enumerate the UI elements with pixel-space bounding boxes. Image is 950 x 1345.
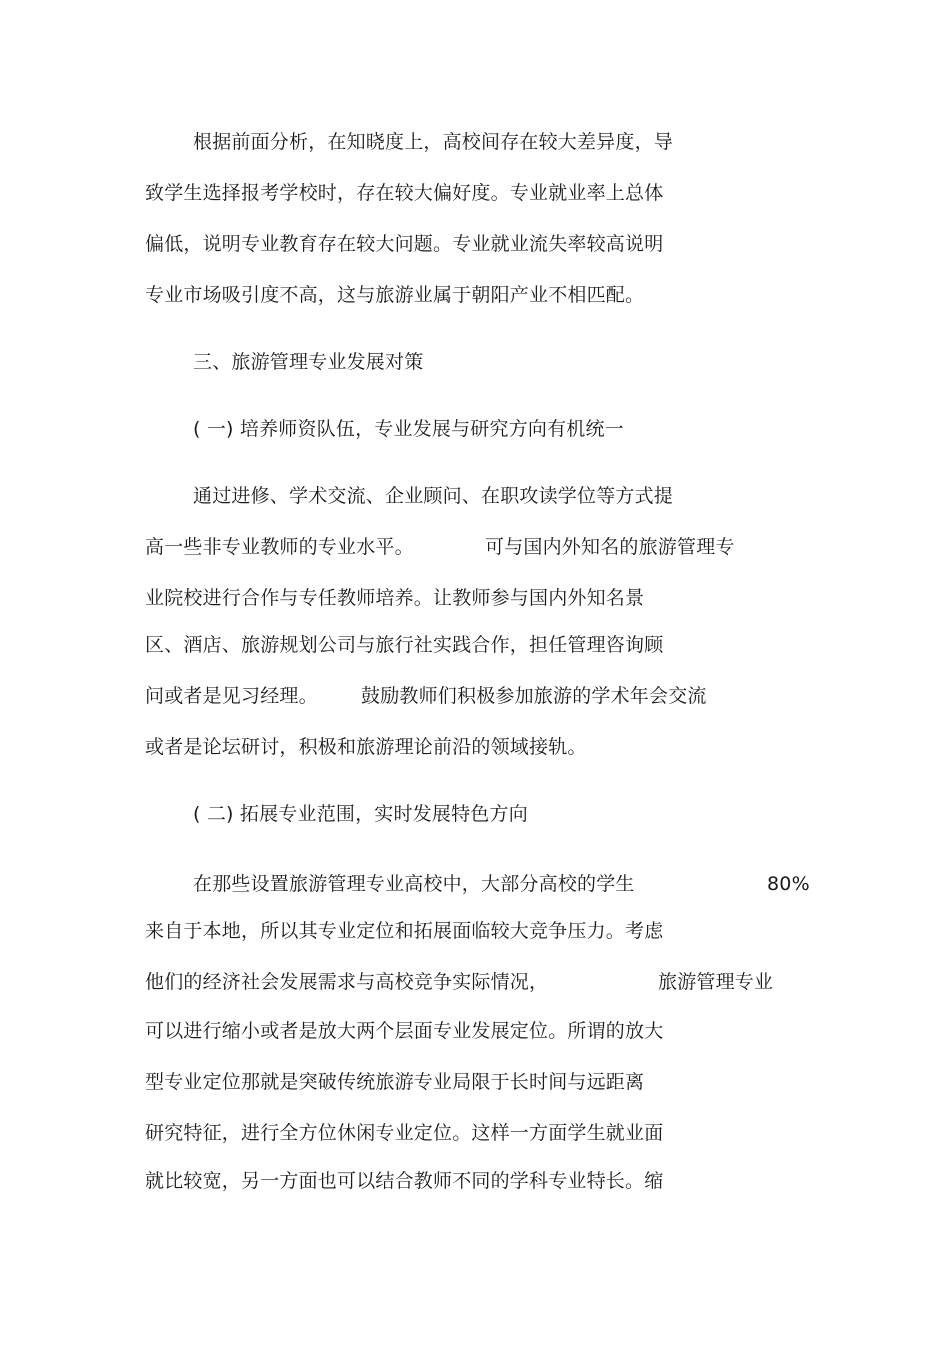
paragraph-line: 可以进行缩小或者是放大两个层面专业发展定位。所谓的放大 [145, 1020, 664, 1042]
paragraph-line: 就比较宽，另一方面也可以结合教师不同的学科专业特长。缩 [145, 1170, 664, 1192]
paragraph-line: 来自于本地，所以其专业定位和拓展面临较大竞争压力。考虑 [145, 920, 664, 942]
paragraph-line: 偏低，说明专业教育存在较大问题。专业就业流失率较高说明 [145, 233, 664, 255]
paragraph-line: 区、酒店、旅游规划公司与旅行社实践合作，担任管理咨询顾 [145, 634, 664, 656]
section-heading: 三、旅游管理专业发展对策 [193, 351, 424, 373]
paragraph-line: 或者是论坛研讨，积极和旅游理论前沿的领域接轨。 [145, 736, 587, 758]
paragraph-line: 研究特征，进行全方位休闲专业定位。这样一方面学生就业面 [145, 1122, 664, 1144]
paragraph-line: 通过进修、学术交流、企业顾问、在职攻读学位等方式提 [193, 485, 674, 507]
text-segment: 高一些非专业教师的专业水平。 [145, 536, 414, 558]
paragraph-line: 根据前面分析，在知晓度上，高校间存在较大差异度，导 [193, 131, 674, 153]
text-segment: 旅游管理专业 [658, 971, 774, 993]
text-segment: 问或者是见习经理。 [145, 685, 318, 707]
paragraph-line: 业院校进行合作与专任教师培养。让教师参与国内外知名景 [145, 587, 645, 609]
text-segment: 80% [767, 873, 810, 895]
paragraph-line: 型专业定位那就是突破传统旅游专业局限于长时间与远距离 [145, 1071, 645, 1093]
paragraph-line: 致学生选择报考学校时，存在较大偏好度。专业就业率上总体 [145, 182, 664, 204]
subheading: ( 二) 拓展专业范围，实时发展特色方向 [193, 803, 528, 825]
paragraph-line: 专业市场吸引度不高，这与旅游业属于朝阳产业不相匹配。 [145, 284, 645, 306]
subheading: ( 一) 培养师资队伍，专业发展与研究方向有机统一 [193, 418, 624, 440]
text-segment: 可与国内外知名的旅游管理专 [485, 536, 735, 558]
text-segment: 在那些设置旅游管理专业高校中，大部分高校的学生 [193, 873, 635, 895]
text-segment: 鼓励教师们积极参加旅游的学术年会交流 [361, 685, 707, 707]
text-segment: 他们的经济社会发展需求与高校竞争实际情况， [145, 971, 549, 993]
